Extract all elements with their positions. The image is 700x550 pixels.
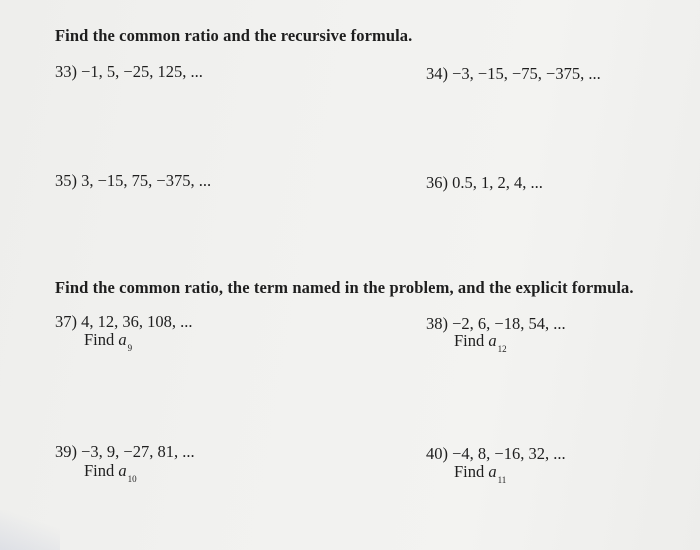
term-variable: a: [488, 462, 497, 481]
term-variable: a: [118, 330, 127, 349]
problem-38-find: [454, 331, 507, 354]
section-heading-recursive: Find the common ratio and the recursive formula.: [55, 26, 413, 45]
problem-39-find: [84, 461, 137, 484]
problem-35: 35) 3, −15, 75, −375, ...: [55, 171, 212, 190]
problem-33: 33) −1, 5, −25, 125, ...: [55, 62, 203, 81]
problem-39: 39) −3, 9, −27, 81, ...: [55, 442, 195, 461]
corner-shadow: [0, 510, 60, 550]
term-subscript: 9: [127, 343, 133, 353]
problem-37-find: [84, 330, 133, 353]
problem-34: 34) −3, −15, −75, −375, ...: [426, 64, 601, 83]
term-variable: a: [488, 331, 497, 350]
find-label: Find: [84, 330, 115, 349]
problem-36: 36) 0.5, 1, 2, 4, ...: [426, 173, 543, 192]
term-subscript: 12: [497, 344, 507, 354]
find-label: Find: [84, 461, 115, 480]
problem-40-find: [454, 462, 507, 485]
section-heading-explicit: Find the common ratio, the term named in the problem, and the explicit formula.: [55, 278, 634, 297]
term-variable: a: [118, 461, 127, 480]
problem-38: 38) −2, 6, −18, 54, ...: [426, 314, 566, 333]
term-subscript: 10: [127, 474, 137, 484]
term-subscript: 11: [497, 475, 507, 485]
problem-40: 40) −4, 8, −16, 32, ...: [426, 444, 566, 463]
find-label: Find: [454, 331, 485, 350]
problem-37: 37) 4, 12, 36, 108, ...: [55, 312, 193, 331]
find-label: Find: [454, 462, 485, 481]
